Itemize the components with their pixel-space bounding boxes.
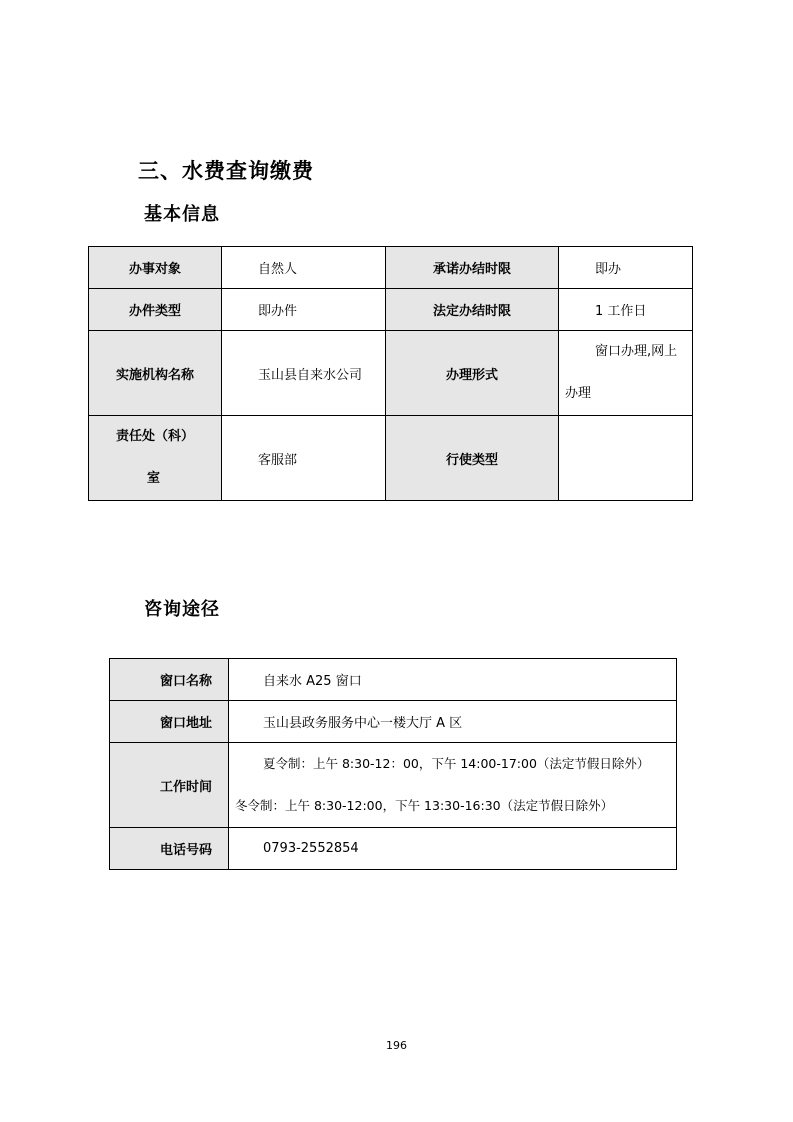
value-window-name: 自来水 A25 窗口 — [229, 659, 677, 701]
label-window-name: 窗口名称 — [110, 659, 229, 701]
table-row — [110, 743, 677, 828]
handling-form-line-1: 窗口办理,网上 — [595, 344, 678, 359]
label-working-hours: 工作时间 — [110, 743, 229, 828]
value-working-hours — [229, 743, 677, 828]
table-row — [89, 289, 693, 331]
value-agency-name: 玉山县自来水公司 — [222, 331, 386, 416]
handling-form-line-2: 办理 — [565, 386, 592, 401]
value-promised-time-limit: 即办 — [559, 247, 693, 289]
value-applicant: 自然人 — [222, 247, 386, 289]
section-title: 三、水费查询缴费 — [138, 159, 314, 183]
label-case-type: 办件类型 — [89, 289, 222, 331]
label-phone: 电话号码 — [110, 828, 229, 870]
table-row — [110, 828, 677, 870]
basic-info-table — [88, 246, 693, 501]
table-row — [110, 659, 677, 701]
working-hours-summer: 夏令制：上午 8:30-12：00，下午 14:00-17:00（法定节假日除外） — [263, 756, 650, 771]
label-exercise-type: 行使类型 — [386, 416, 559, 501]
responsible-dept-line-2: 室 — [147, 471, 161, 486]
responsible-dept-line-1: 责任处（科） — [115, 429, 194, 444]
value-handling-form — [559, 331, 693, 416]
label-legal-time-limit: 法定办结时限 — [386, 289, 559, 331]
label-handling-form: 办理形式 — [386, 331, 559, 416]
value-legal-time-limit: 1 工作日 — [559, 289, 693, 331]
table-row — [89, 416, 693, 501]
consult-heading: 咨询途径 — [144, 599, 220, 620]
table-row — [89, 331, 693, 416]
value-responsible-dept: 客服部 — [222, 416, 386, 501]
working-hours-winter: 冬令制：上午 8:30-12:00，下午 13:30-16:30（法定节假日除外） — [235, 798, 614, 813]
label-agency-name: 实施机构名称 — [89, 331, 222, 416]
label-window-address: 窗口地址 — [110, 701, 229, 743]
table-row — [89, 247, 693, 289]
label-responsible-dept — [89, 416, 222, 501]
table-row — [110, 701, 677, 743]
value-phone: 0793-2552854 — [229, 828, 677, 870]
consult-table — [109, 658, 677, 870]
label-applicant: 办事对象 — [89, 247, 222, 289]
value-case-type: 即办件 — [222, 289, 386, 331]
value-window-address: 玉山县政务服务中心一楼大厅 A 区 — [229, 701, 677, 743]
value-exercise-type — [559, 416, 693, 501]
label-promised-time-limit: 承诺办结时限 — [386, 247, 559, 289]
basic-info-heading: 基本信息 — [144, 204, 220, 225]
page-number: 196 — [386, 1039, 407, 1052]
